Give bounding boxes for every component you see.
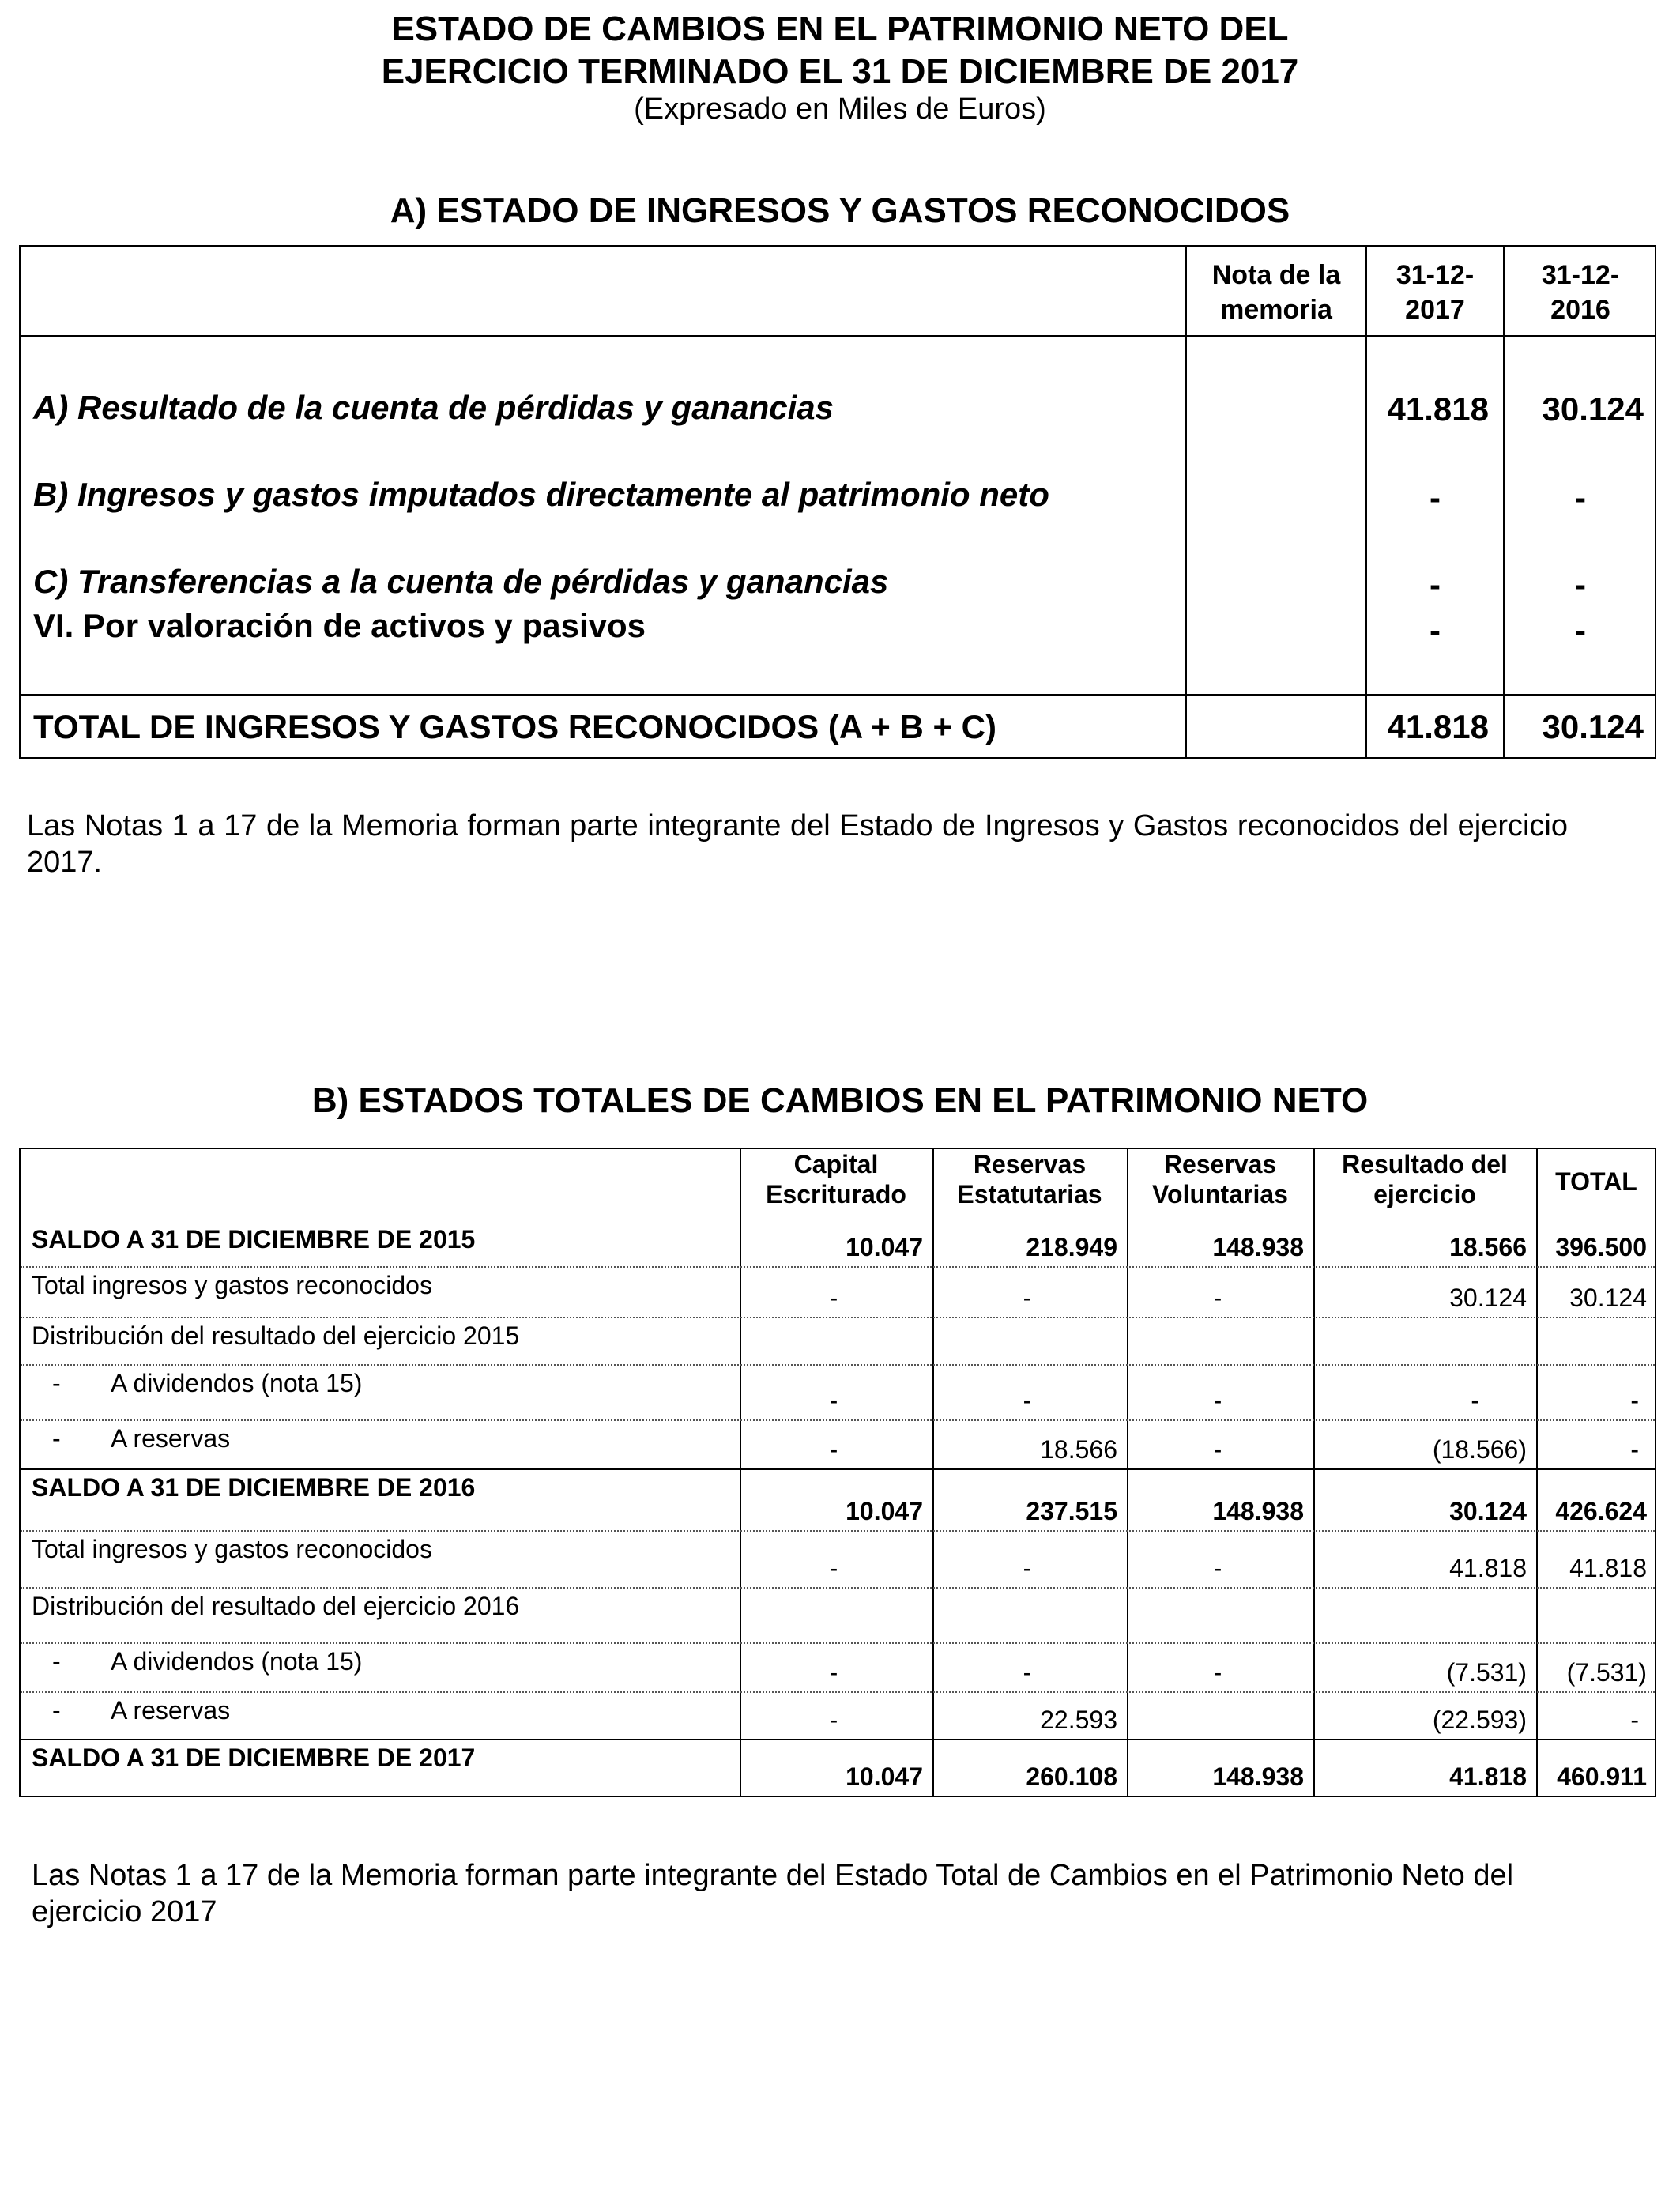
equity-changes-table [19, 1148, 1656, 1797]
row-label: SALDO A 31 DE DICIEMBRE DE 2017 [32, 1744, 476, 1772]
table-cell: - [1023, 1554, 1032, 1582]
column-header-line2: ejercicio [1373, 1180, 1476, 1208]
row-value-2017: - [1430, 479, 1441, 516]
row-label [32, 1367, 362, 1399]
column-header-line1: Capital [793, 1150, 879, 1178]
table-cell: (18.566) [1432, 1435, 1527, 1464]
bullet-dash: - [52, 1647, 61, 1676]
row-label-text: A reservas [111, 1424, 231, 1453]
document-title-line1: ESTADO DE CAMBIOS EN EL PATRIMONIO NETO DEL [391, 9, 1289, 48]
table-cell: 260.108 [1026, 1762, 1117, 1791]
table-cell: 18.566 [1449, 1233, 1527, 1261]
table-cell: - [1630, 1706, 1639, 1734]
row-label: Total ingresos y gastos reconocidos [32, 1535, 432, 1563]
table-divider [21, 335, 1655, 337]
table-cell: 10.047 [846, 1762, 923, 1791]
row-value-2016: - [1575, 612, 1586, 649]
col-header-2016-line1: 31-12- [1541, 260, 1620, 290]
col-header-2017-line1: 31-12- [1396, 260, 1475, 290]
row-divider [21, 1364, 1655, 1366]
row-divider [21, 1691, 1655, 1693]
document-title-line2: EJERCICIO TERMINADO EL 31 DE DICIEMBRE DE 2017 [381, 52, 1299, 91]
table-cell: 41.818 [1449, 1762, 1527, 1791]
table-cell: 10.047 [846, 1233, 923, 1261]
table-cell: 18.566 [1040, 1435, 1117, 1464]
table-cell: 41.818 [1569, 1554, 1647, 1582]
section-b-title: B) ESTADOS TOTALES DE CAMBIOS EN EL PATRIMONIO NETO [311, 1081, 1369, 1120]
table-cell: (22.593) [1432, 1706, 1527, 1734]
table-cell: - [1471, 1386, 1479, 1415]
row-divider [21, 1317, 1655, 1318]
table-cell: 22.593 [1040, 1706, 1117, 1734]
column-header-line1: TOTAL [1555, 1167, 1637, 1196]
row-label: SALDO A 31 DE DICIEMBRE DE 2015 [32, 1225, 476, 1253]
col-header-2017 [1367, 258, 1503, 327]
table-cell: - [829, 1706, 838, 1734]
row-label-resultado: A) Resultado de la cuenta de pérdidas y ganancias [33, 389, 834, 426]
table-cell: - [1630, 1435, 1639, 1464]
row-label: Total ingresos y gastos reconocidos [32, 1271, 432, 1299]
row-label [32, 1423, 230, 1454]
row-value-2016: - [1575, 479, 1586, 516]
row-divider [21, 1266, 1655, 1268]
table-cell: 148.938 [1212, 1762, 1304, 1791]
row-label-text: A reservas [111, 1696, 231, 1725]
bullet-dash: - [52, 1696, 61, 1725]
table-cell: 148.938 [1212, 1497, 1304, 1525]
row-divider [21, 1739, 1655, 1740]
column-divider [1127, 1149, 1128, 1796]
row-divider [21, 1587, 1655, 1589]
column-header-line1: Resultado del [1342, 1150, 1508, 1178]
table-cell: - [829, 1435, 838, 1464]
row-divider [21, 1642, 1655, 1644]
total-value-2016: 30.124 [1542, 708, 1644, 745]
row-label: SALDO A 31 DE DICIEMBRE DE 2016 [32, 1473, 476, 1502]
row-label [32, 1695, 230, 1726]
table-cell: 10.047 [846, 1497, 923, 1525]
total-value-2017: 41.818 [1387, 708, 1489, 745]
row-value-2017: - [1430, 566, 1441, 603]
row-value-2016: 30.124 [1542, 390, 1644, 428]
column-divider [740, 1149, 741, 1796]
table-cell: 41.818 [1449, 1554, 1527, 1582]
col-header-2016-line2: 2016 [1550, 295, 1610, 325]
column-header [1127, 1149, 1313, 1209]
table-divider [21, 694, 1655, 696]
section-a-note: Las Notas 1 a 17 de la Memoria forman parte integrante del Estado de Ingresos y Gastos reconocidos del ejercicio 2017. [27, 809, 1568, 879]
row-value-2016: - [1575, 566, 1586, 603]
column-divider [1313, 1149, 1315, 1796]
section-b-note: Las Notas 1 a 17 de la Memoria forman parte integrante del Estado Total de Cambios en el Patrimonio Neto del ejercicio 2017 [32, 1859, 1514, 1928]
table-cell: - [1213, 1284, 1222, 1312]
table-cell: - [1213, 1386, 1222, 1415]
column-divider [1536, 1149, 1538, 1796]
document-subtitle: (Expresado en Miles de Euros) [634, 92, 1046, 126]
table-cell: - [1213, 1554, 1222, 1582]
column-header [1313, 1149, 1536, 1209]
column-header [932, 1149, 1127, 1209]
row-value-2017: - [1430, 612, 1441, 649]
total-label: TOTAL DE INGRESOS Y GASTOS RECONOCIDOS (A + B + C) [33, 708, 996, 745]
table-cell: 30.124 [1449, 1497, 1527, 1525]
table-cell: - [1023, 1284, 1032, 1312]
row-label-text: A dividendos (nota 15) [111, 1647, 363, 1676]
bullet-dash: - [52, 1369, 61, 1397]
column-header [1536, 1167, 1656, 1197]
col-header-nota-line2: memoria [1220, 295, 1332, 325]
col-header-2017-line2: 2017 [1405, 295, 1465, 325]
col-header-nota [1187, 258, 1365, 327]
row-divider [21, 1530, 1655, 1532]
table-cell: 218.949 [1026, 1233, 1117, 1261]
income-expense-table [19, 245, 1656, 759]
column-divider [932, 1149, 934, 1796]
table-cell: - [829, 1386, 838, 1415]
table-cell: 30.124 [1449, 1284, 1527, 1312]
bullet-dash: - [52, 1424, 61, 1453]
table-cell: - [829, 1284, 838, 1312]
row-divider [21, 1468, 1655, 1470]
row-label-valoracion: VI. Por valoración de activos y pasivos [33, 607, 646, 644]
table-cell: - [1213, 1658, 1222, 1687]
column-header-line2: Estatutarias [957, 1180, 1102, 1208]
table-cell: 426.624 [1555, 1497, 1647, 1525]
row-divider [21, 1419, 1655, 1421]
table-cell: (7.531) [1566, 1658, 1647, 1687]
column-header-line1: Reservas [1163, 1150, 1277, 1178]
row-label: Distribución del resultado del ejercicio 2016 [32, 1592, 520, 1620]
row-label-text: A dividendos (nota 15) [111, 1369, 363, 1397]
table-cell: - [1023, 1658, 1032, 1687]
table-cell: 30.124 [1569, 1284, 1647, 1312]
table-cell: 148.938 [1212, 1233, 1304, 1261]
table-cell: - [1630, 1386, 1639, 1415]
table-cell: - [829, 1554, 838, 1582]
col-header-nota-line1: Nota de la [1211, 260, 1341, 290]
row-label: Distribución del resultado del ejercicio 2015 [32, 1321, 520, 1350]
table-cell: - [1213, 1435, 1222, 1464]
row-label-ingresos-imputados: B) Ingresos y gastos imputados directamente al patrimonio neto [33, 476, 1049, 513]
table-cell: 237.515 [1026, 1497, 1117, 1525]
section-a-title: A) ESTADO DE INGRESOS Y GASTOS RECONOCIDOS [390, 191, 1290, 230]
col-header-2016 [1505, 258, 1656, 327]
table-cell: - [1023, 1386, 1032, 1415]
row-value-2017: 41.818 [1387, 390, 1489, 428]
table-cell: 396.500 [1555, 1233, 1647, 1261]
table-cell: 460.911 [1557, 1762, 1647, 1791]
column-header-line2: Escriturado [766, 1180, 906, 1208]
column-header-line1: Reservas [973, 1150, 1087, 1178]
column-header-line2: Voluntarias [1152, 1180, 1288, 1208]
row-label [32, 1646, 362, 1677]
table-cell: (7.531) [1446, 1658, 1527, 1687]
table-cell: - [829, 1658, 838, 1687]
row-label-transferencias: C) Transferencias a la cuenta de pérdidas y ganancias [33, 563, 889, 600]
column-header [740, 1149, 932, 1209]
